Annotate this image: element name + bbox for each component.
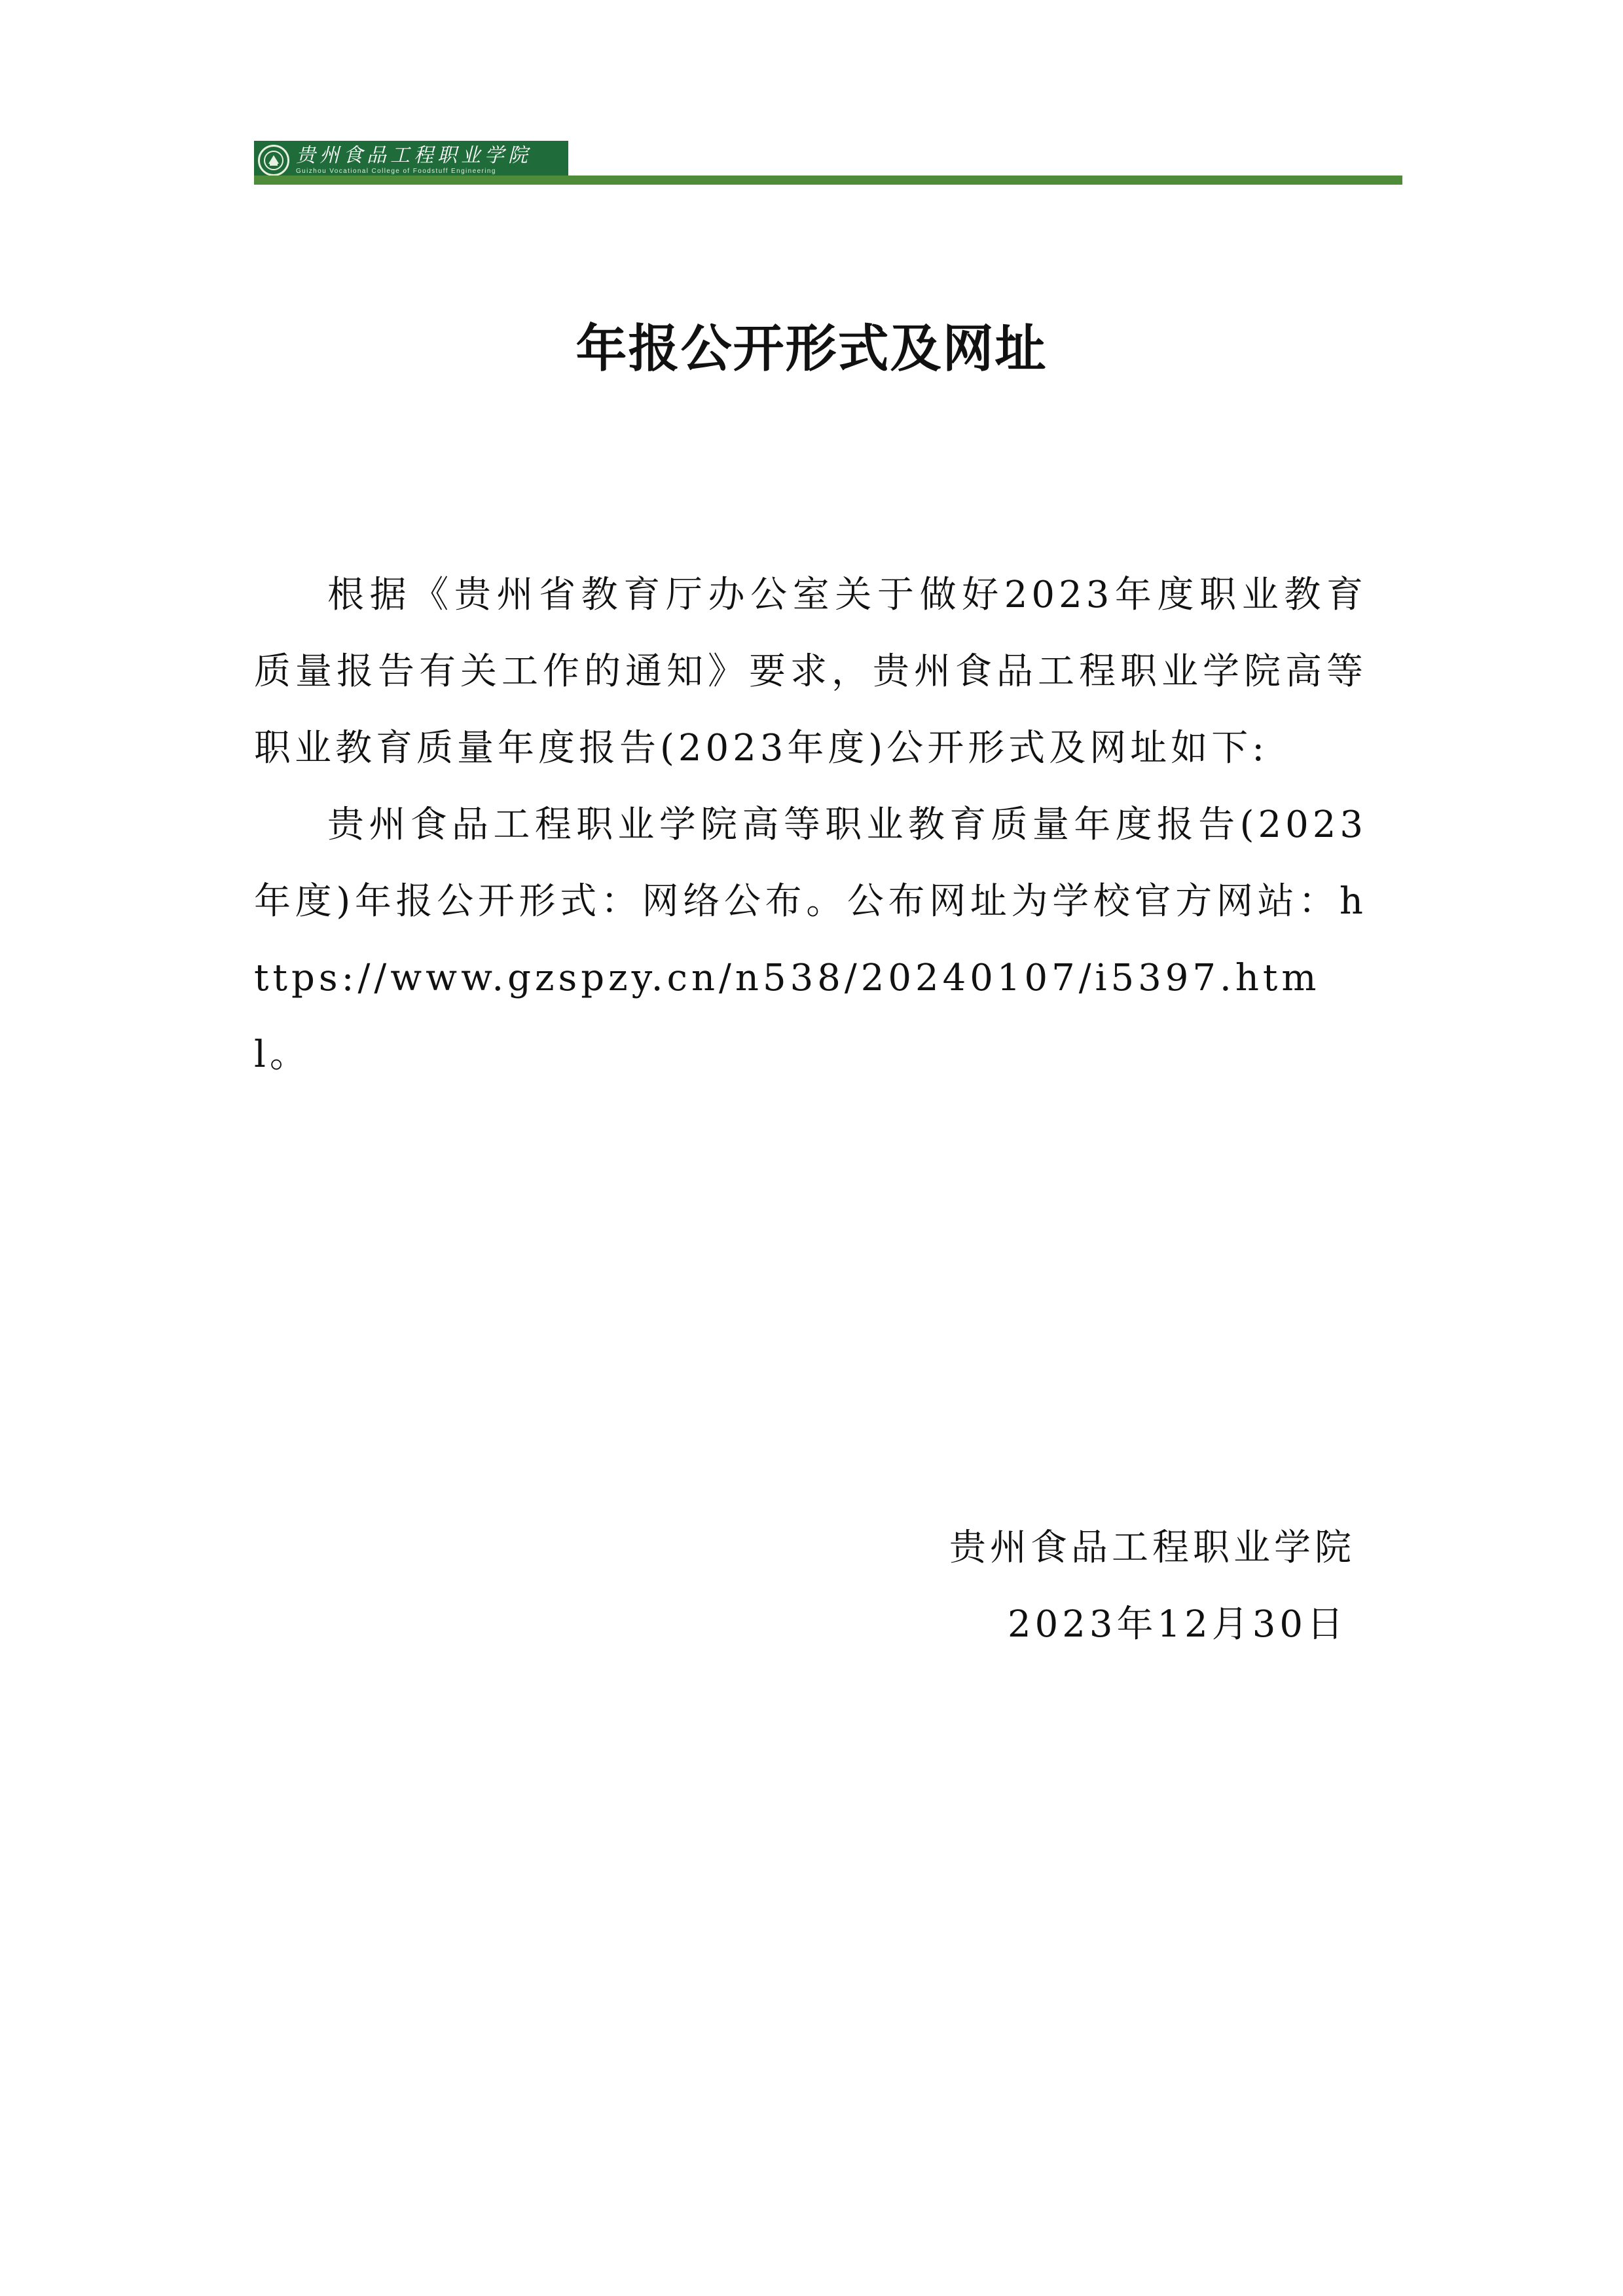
college-emblem-icon <box>258 145 289 176</box>
header-rule <box>254 176 1402 185</box>
logo-text <box>296 146 532 175</box>
signature-block <box>786 1509 1355 1663</box>
logo-name-cn: 贵州食品工程职业学院 <box>296 144 532 167</box>
logo-name-en: Guizhou Vocational College of Foodstuff Engineering <box>296 168 496 175</box>
signature-date: 2023年12月30日 <box>1007 1603 1347 1646</box>
body-paragraph-2: 贵州食品工程职业学院高等职业教育质量年度报告(2023年度)年报公开形式：网络公布。公布网址为学校官方网站：https://www.gzspzy.cn/n538/20240107/i5397.html。 <box>254 804 1367 1076</box>
document-body <box>254 557 1367 1093</box>
body-paragraph-1: 根据《贵州省教育厅办公室关于做好2023年度职业教育质量报告有关工作的通知》要求，贵州食品工程职业学院高等职业教育质量年度报告(2023年度)公开形式及网址如下: <box>254 574 1367 769</box>
document-title: 年报公开形式及网址 <box>575 320 1048 379</box>
signature-organization: 贵州食品工程职业学院 <box>949 1527 1355 1569</box>
college-logo <box>254 141 568 180</box>
